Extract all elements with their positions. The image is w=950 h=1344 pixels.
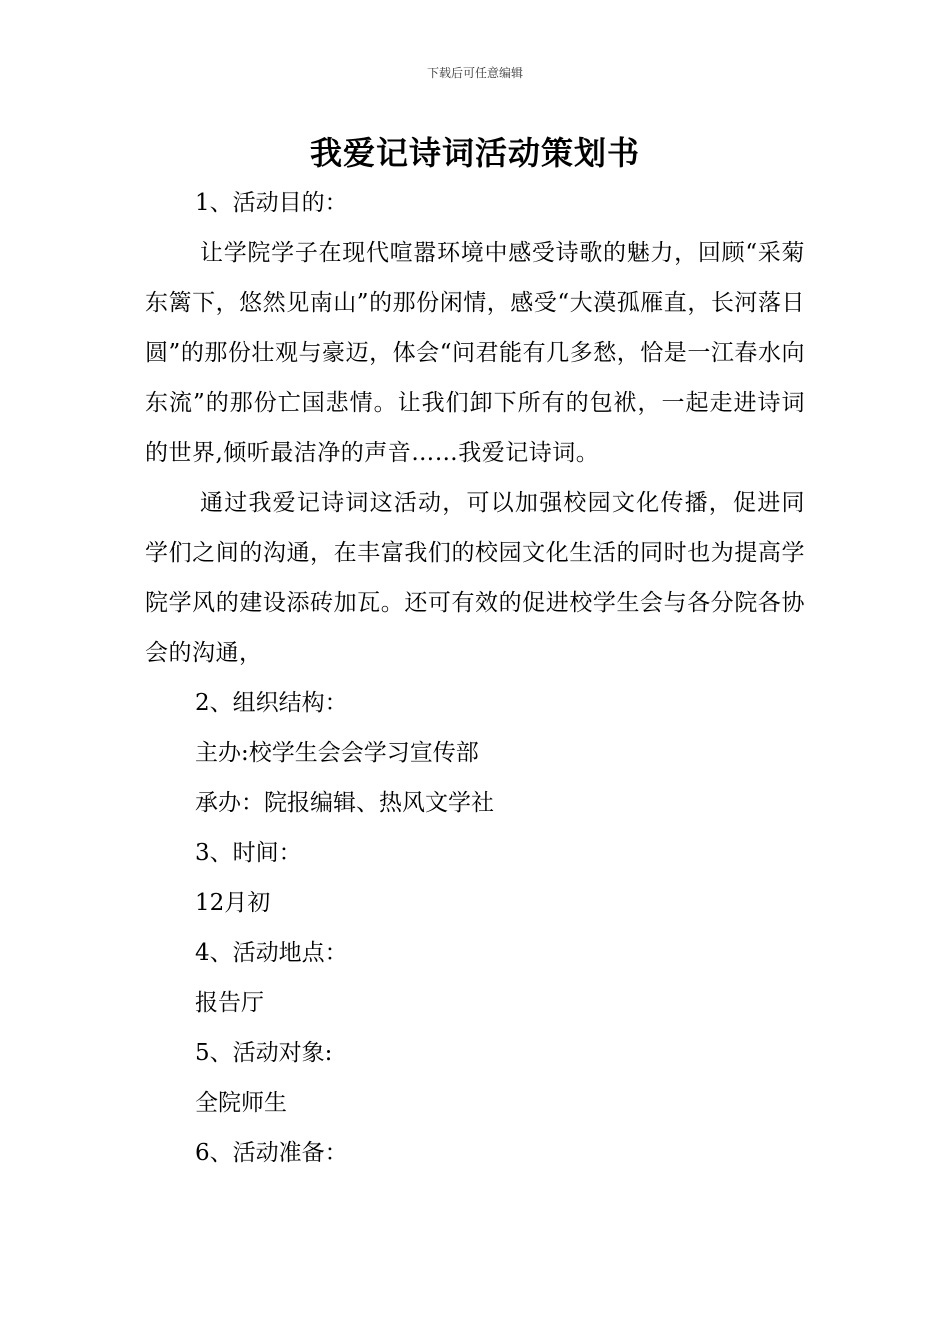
section-1-paragraph-1: 让学院学子在现代喧嚣环境中感受诗歌的魅力，回顾“采菊东篱下，悠然见南山”的那份闲情，感受“大漠孤雁直，长河落日圆”的那份壮观与豪迈，体会“问君能有几多愁，恰是一江春水向东流”的那份亡国悲情。让我们卸下所有的包袱，一起走进诗词的世界,倾听最洁净的声音……我爱记诗词。	[145, 240, 805, 466]
section-1-heading: 1、活动目的：	[195, 190, 348, 216]
section-2-host: 主办:校学生会会学习宣传部	[195, 740, 479, 766]
section-4-value: 报告厅	[195, 990, 264, 1016]
section-5-heading: 5、活动对象:	[195, 1040, 333, 1066]
section-4-heading: 4、活动地点：	[195, 940, 348, 966]
header-note: 下载后可任意编辑	[426, 66, 523, 80]
section-3-value: 12月初	[195, 890, 271, 916]
section-6-heading: 6、活动准备：	[195, 1140, 348, 1166]
document-body	[145, 178, 805, 1178]
section-5-value: 全院师生	[195, 1090, 287, 1116]
section-1-paragraph-2: 通过我爱记诗词这活动，可以加强校园文化传播，促进同学们之间的沟通，在丰富我们的校园文化生活的同时也为提高学院学风的建设添砖加瓦。还可有效的促进校学生会与各分院各协会的沟通，	[145, 490, 805, 666]
section-2-organizer: 承办：院报编辑、热风文学社	[195, 790, 494, 816]
section-2-heading: 2、组织结构：	[195, 690, 348, 716]
section-3-heading: 3、时间：	[195, 840, 302, 866]
document-title: 我爱记诗词活动策划书	[309, 134, 640, 172]
